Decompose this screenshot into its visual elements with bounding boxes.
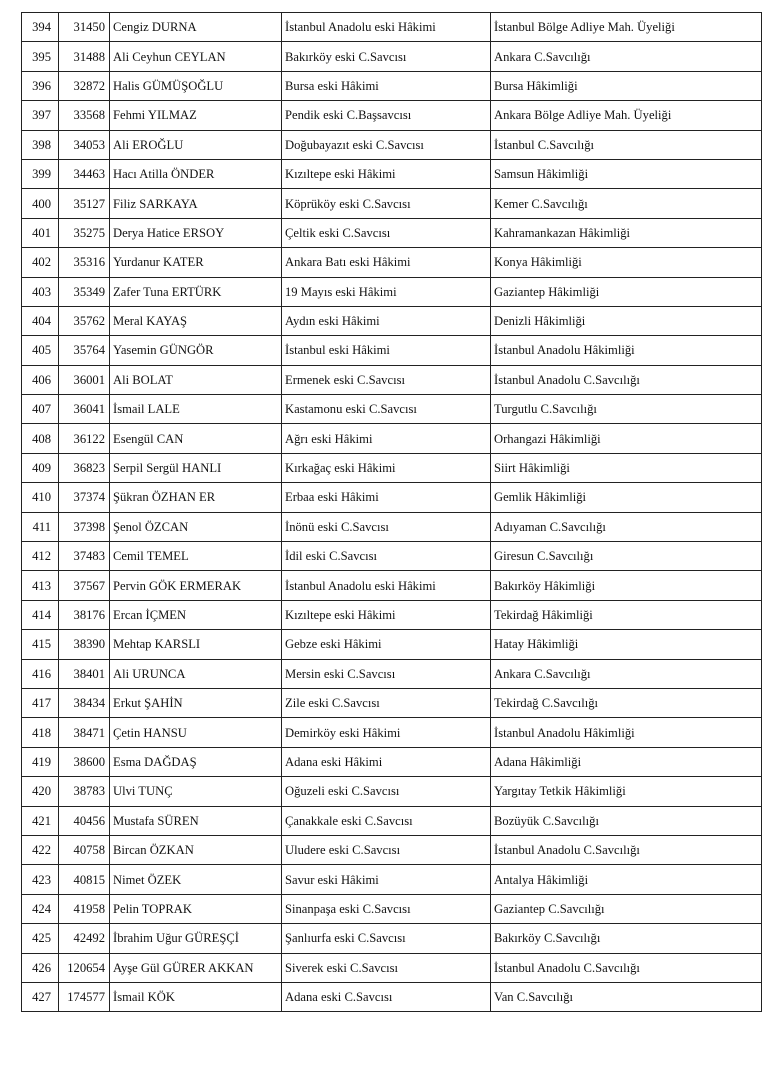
former-post: Kastamonu eski C.Savcısı bbox=[282, 395, 491, 424]
person-name: Zafer Tuna ERTÜRK bbox=[110, 277, 282, 306]
person-name: Mustafa SÜREN bbox=[110, 806, 282, 835]
former-post: Demirköy eski Hâkimi bbox=[282, 718, 491, 747]
person-name: Ercan İÇMEN bbox=[110, 600, 282, 629]
former-post: Adana eski C.Savcısı bbox=[282, 982, 491, 1011]
new-post: Bakırköy C.Savcılığı bbox=[491, 924, 762, 953]
new-post: Denizli Hâkimliği bbox=[491, 306, 762, 335]
table-row bbox=[22, 982, 762, 1011]
person-name: Ali Ceyhun CEYLAN bbox=[110, 42, 282, 71]
person-name: Esma DAĞDAŞ bbox=[110, 747, 282, 776]
row-number: 398 bbox=[22, 130, 59, 159]
table-row bbox=[22, 277, 762, 306]
registry-number: 38401 bbox=[59, 659, 110, 688]
person-name: Nimet ÖZEK bbox=[110, 865, 282, 894]
new-post: Adana Hâkimliği bbox=[491, 747, 762, 776]
registry-number: 120654 bbox=[59, 953, 110, 982]
registry-number: 38390 bbox=[59, 630, 110, 659]
new-post: İstanbul Anadolu Hâkimliği bbox=[491, 718, 762, 747]
former-post: Çeltik eski C.Savcısı bbox=[282, 218, 491, 247]
table-row bbox=[22, 306, 762, 335]
former-post: Gebze eski Hâkimi bbox=[282, 630, 491, 659]
registry-number: 31488 bbox=[59, 42, 110, 71]
former-post: Siverek eski C.Savcısı bbox=[282, 953, 491, 982]
row-number: 396 bbox=[22, 71, 59, 100]
new-post: Adıyaman C.Savcılığı bbox=[491, 512, 762, 541]
table-row bbox=[22, 630, 762, 659]
registry-number: 35275 bbox=[59, 218, 110, 247]
new-post: Yargıtay Tetkik Hâkimliği bbox=[491, 777, 762, 806]
new-post: Van C.Savcılığı bbox=[491, 982, 762, 1011]
new-post: Ankara C.Savcılığı bbox=[491, 659, 762, 688]
person-name: Cemil TEMEL bbox=[110, 542, 282, 571]
new-post: Gaziantep C.Savcılığı bbox=[491, 894, 762, 923]
registry-number: 40815 bbox=[59, 865, 110, 894]
former-post: Kırkağaç eski Hâkimi bbox=[282, 453, 491, 482]
table-row bbox=[22, 835, 762, 864]
registry-number: 36041 bbox=[59, 395, 110, 424]
registry-number: 35349 bbox=[59, 277, 110, 306]
new-post: İstanbul C.Savcılığı bbox=[491, 130, 762, 159]
former-post: İstanbul Anadolu eski Hâkimi bbox=[282, 13, 491, 42]
former-post: Kızıltepe eski Hâkimi bbox=[282, 159, 491, 188]
registry-number: 34463 bbox=[59, 159, 110, 188]
registry-number: 37374 bbox=[59, 483, 110, 512]
row-number: 409 bbox=[22, 453, 59, 482]
new-post: İstanbul Anadolu C.Savcılığı bbox=[491, 953, 762, 982]
table-row bbox=[22, 747, 762, 776]
person-name: Mehtap KARSLI bbox=[110, 630, 282, 659]
new-post: Kahramankazan Hâkimliği bbox=[491, 218, 762, 247]
row-number: 413 bbox=[22, 571, 59, 600]
row-number: 419 bbox=[22, 747, 59, 776]
new-post: İstanbul Anadolu C.Savcılığı bbox=[491, 365, 762, 394]
row-number: 400 bbox=[22, 189, 59, 218]
table-row bbox=[22, 189, 762, 218]
new-post: Konya Hâkimliği bbox=[491, 248, 762, 277]
table-row bbox=[22, 483, 762, 512]
registry-number: 37567 bbox=[59, 571, 110, 600]
table-row bbox=[22, 571, 762, 600]
person-name: Şenol ÖZCAN bbox=[110, 512, 282, 541]
registry-number: 36122 bbox=[59, 424, 110, 453]
row-number: 395 bbox=[22, 42, 59, 71]
table-row bbox=[22, 659, 762, 688]
row-number: 397 bbox=[22, 101, 59, 130]
new-post: Ankara C.Savcılığı bbox=[491, 42, 762, 71]
registry-number: 40456 bbox=[59, 806, 110, 835]
row-number: 423 bbox=[22, 865, 59, 894]
former-post: Kızıltepe eski Hâkimi bbox=[282, 600, 491, 629]
table-row bbox=[22, 71, 762, 100]
table-row bbox=[22, 159, 762, 188]
person-name: Ulvi TUNÇ bbox=[110, 777, 282, 806]
new-post: Orhangazi Hâkimliği bbox=[491, 424, 762, 453]
row-number: 427 bbox=[22, 982, 59, 1011]
new-post: Bakırköy Hâkimliği bbox=[491, 571, 762, 600]
person-name: İsmail LALE bbox=[110, 395, 282, 424]
row-number: 421 bbox=[22, 806, 59, 835]
registry-number: 38783 bbox=[59, 777, 110, 806]
row-number: 403 bbox=[22, 277, 59, 306]
table-row bbox=[22, 13, 762, 42]
registry-number: 35762 bbox=[59, 306, 110, 335]
row-number: 420 bbox=[22, 777, 59, 806]
registry-number: 38600 bbox=[59, 747, 110, 776]
row-number: 416 bbox=[22, 659, 59, 688]
table-body bbox=[22, 13, 762, 1012]
registry-number: 42492 bbox=[59, 924, 110, 953]
person-name: İbrahim Uğur GÜREŞÇİ bbox=[110, 924, 282, 953]
new-post: Gemlik Hâkimliği bbox=[491, 483, 762, 512]
registry-number: 40758 bbox=[59, 835, 110, 864]
row-number: 408 bbox=[22, 424, 59, 453]
new-post: Tekirdağ Hâkimliği bbox=[491, 600, 762, 629]
new-post: İstanbul Bölge Adliye Mah. Üyeliği bbox=[491, 13, 762, 42]
row-number: 411 bbox=[22, 512, 59, 541]
former-post: İdil eski C.Savcısı bbox=[282, 542, 491, 571]
table-row bbox=[22, 924, 762, 953]
table-row bbox=[22, 600, 762, 629]
person-name: Ali URUNCA bbox=[110, 659, 282, 688]
registry-number: 32872 bbox=[59, 71, 110, 100]
table-row bbox=[22, 248, 762, 277]
table-row bbox=[22, 542, 762, 571]
former-post: 19 Mayıs eski Hâkimi bbox=[282, 277, 491, 306]
row-number: 418 bbox=[22, 718, 59, 747]
table-row bbox=[22, 894, 762, 923]
new-post: Siirt Hâkimliği bbox=[491, 453, 762, 482]
former-post: Çanakkale eski C.Savcısı bbox=[282, 806, 491, 835]
table-row bbox=[22, 865, 762, 894]
person-name: Esengül CAN bbox=[110, 424, 282, 453]
row-number: 425 bbox=[22, 924, 59, 953]
row-number: 410 bbox=[22, 483, 59, 512]
former-post: İnönü eski C.Savcısı bbox=[282, 512, 491, 541]
row-number: 401 bbox=[22, 218, 59, 247]
registry-number: 41958 bbox=[59, 894, 110, 923]
registry-number: 34053 bbox=[59, 130, 110, 159]
row-number: 407 bbox=[22, 395, 59, 424]
new-post: Kemer C.Savcılığı bbox=[491, 189, 762, 218]
former-post: Köprüköy eski C.Savcısı bbox=[282, 189, 491, 218]
person-name: Yasemin GÜNGÖR bbox=[110, 336, 282, 365]
new-post: Bozüyük C.Savcılığı bbox=[491, 806, 762, 835]
person-name: Derya Hatice ERSOY bbox=[110, 218, 282, 247]
former-post: Adana eski Hâkimi bbox=[282, 747, 491, 776]
row-number: 412 bbox=[22, 542, 59, 571]
person-name: Pervin GÖK ERMERAK bbox=[110, 571, 282, 600]
new-post: Hatay Hâkimliği bbox=[491, 630, 762, 659]
row-number: 406 bbox=[22, 365, 59, 394]
table-row bbox=[22, 336, 762, 365]
former-post: Bursa eski Hâkimi bbox=[282, 71, 491, 100]
table-row bbox=[22, 424, 762, 453]
table-row bbox=[22, 953, 762, 982]
former-post: Aydın eski Hâkimi bbox=[282, 306, 491, 335]
former-post: Zile eski C.Savcısı bbox=[282, 688, 491, 717]
table-row bbox=[22, 395, 762, 424]
table-row bbox=[22, 42, 762, 71]
former-post: Bakırköy eski C.Savcısı bbox=[282, 42, 491, 71]
person-name: Halis GÜMÜŞOĞLU bbox=[110, 71, 282, 100]
former-post: Doğubayazıt eski C.Savcısı bbox=[282, 130, 491, 159]
person-name: Yurdanur KATER bbox=[110, 248, 282, 277]
row-number: 394 bbox=[22, 13, 59, 42]
row-number: 399 bbox=[22, 159, 59, 188]
person-name: Ayşe Gül GÜRER AKKAN bbox=[110, 953, 282, 982]
registry-number: 38176 bbox=[59, 600, 110, 629]
appointment-table bbox=[21, 12, 762, 1012]
new-post: Giresun C.Savcılığı bbox=[491, 542, 762, 571]
row-number: 417 bbox=[22, 688, 59, 717]
registry-number: 35764 bbox=[59, 336, 110, 365]
new-post: Samsun Hâkimliği bbox=[491, 159, 762, 188]
table-row bbox=[22, 688, 762, 717]
registry-number: 38434 bbox=[59, 688, 110, 717]
person-name: Şükran ÖZHAN ER bbox=[110, 483, 282, 512]
person-name: Filiz SARKAYA bbox=[110, 189, 282, 218]
row-number: 424 bbox=[22, 894, 59, 923]
new-post: Tekirdağ C.Savcılığı bbox=[491, 688, 762, 717]
person-name: Hacı Atilla ÖNDER bbox=[110, 159, 282, 188]
former-post: Savur eski Hâkimi bbox=[282, 865, 491, 894]
person-name: Cengiz DURNA bbox=[110, 13, 282, 42]
registry-number: 36823 bbox=[59, 453, 110, 482]
former-post: Pendik eski C.Başsavcısı bbox=[282, 101, 491, 130]
former-post: Erbaa eski Hâkimi bbox=[282, 483, 491, 512]
former-post: Ermenek eski C.Savcısı bbox=[282, 365, 491, 394]
person-name: Ali BOLAT bbox=[110, 365, 282, 394]
new-post: Gaziantep Hâkimliği bbox=[491, 277, 762, 306]
table-row bbox=[22, 777, 762, 806]
table-row bbox=[22, 512, 762, 541]
former-post: İstanbul eski Hâkimi bbox=[282, 336, 491, 365]
former-post: Şanlıurfa eski C.Savcısı bbox=[282, 924, 491, 953]
row-number: 402 bbox=[22, 248, 59, 277]
registry-number: 35127 bbox=[59, 189, 110, 218]
new-post: Antalya Hâkimliği bbox=[491, 865, 762, 894]
person-name: İsmail KÖK bbox=[110, 982, 282, 1011]
former-post: Ağrı eski Hâkimi bbox=[282, 424, 491, 453]
table-row bbox=[22, 718, 762, 747]
new-post: Ankara Bölge Adliye Mah. Üyeliği bbox=[491, 101, 762, 130]
new-post: İstanbul Anadolu C.Savcılığı bbox=[491, 835, 762, 864]
table-row bbox=[22, 806, 762, 835]
row-number: 422 bbox=[22, 835, 59, 864]
person-name: Fehmi YILMAZ bbox=[110, 101, 282, 130]
person-name: Erkut ŞAHİN bbox=[110, 688, 282, 717]
former-post: İstanbul Anadolu eski Hâkimi bbox=[282, 571, 491, 600]
person-name: Pelin TOPRAK bbox=[110, 894, 282, 923]
registry-number: 38471 bbox=[59, 718, 110, 747]
registry-number: 35316 bbox=[59, 248, 110, 277]
table-row bbox=[22, 101, 762, 130]
person-name: Çetin HANSU bbox=[110, 718, 282, 747]
new-post: Bursa Hâkimliği bbox=[491, 71, 762, 100]
row-number: 414 bbox=[22, 600, 59, 629]
registry-number: 37398 bbox=[59, 512, 110, 541]
former-post: Uludere eski C.Savcısı bbox=[282, 835, 491, 864]
row-number: 415 bbox=[22, 630, 59, 659]
registry-number: 37483 bbox=[59, 542, 110, 571]
new-post: Turgutlu C.Savcılığı bbox=[491, 395, 762, 424]
registry-number: 174577 bbox=[59, 982, 110, 1011]
person-name: Bircan ÖZKAN bbox=[110, 835, 282, 864]
table-row bbox=[22, 453, 762, 482]
row-number: 426 bbox=[22, 953, 59, 982]
registry-number: 31450 bbox=[59, 13, 110, 42]
former-post: Mersin eski C.Savcısı bbox=[282, 659, 491, 688]
person-name: Meral KAYAŞ bbox=[110, 306, 282, 335]
person-name: Ali EROĞLU bbox=[110, 130, 282, 159]
new-post: İstanbul Anadolu Hâkimliği bbox=[491, 336, 762, 365]
registry-number: 33568 bbox=[59, 101, 110, 130]
person-name: Serpil Sergül HANLI bbox=[110, 453, 282, 482]
table-row bbox=[22, 365, 762, 394]
row-number: 404 bbox=[22, 306, 59, 335]
row-number: 405 bbox=[22, 336, 59, 365]
former-post: Sinanpaşa eski C.Savcısı bbox=[282, 894, 491, 923]
former-post: Oğuzeli eski C.Savcısı bbox=[282, 777, 491, 806]
registry-number: 36001 bbox=[59, 365, 110, 394]
table-row bbox=[22, 218, 762, 247]
table-row bbox=[22, 130, 762, 159]
former-post: Ankara Batı eski Hâkimi bbox=[282, 248, 491, 277]
